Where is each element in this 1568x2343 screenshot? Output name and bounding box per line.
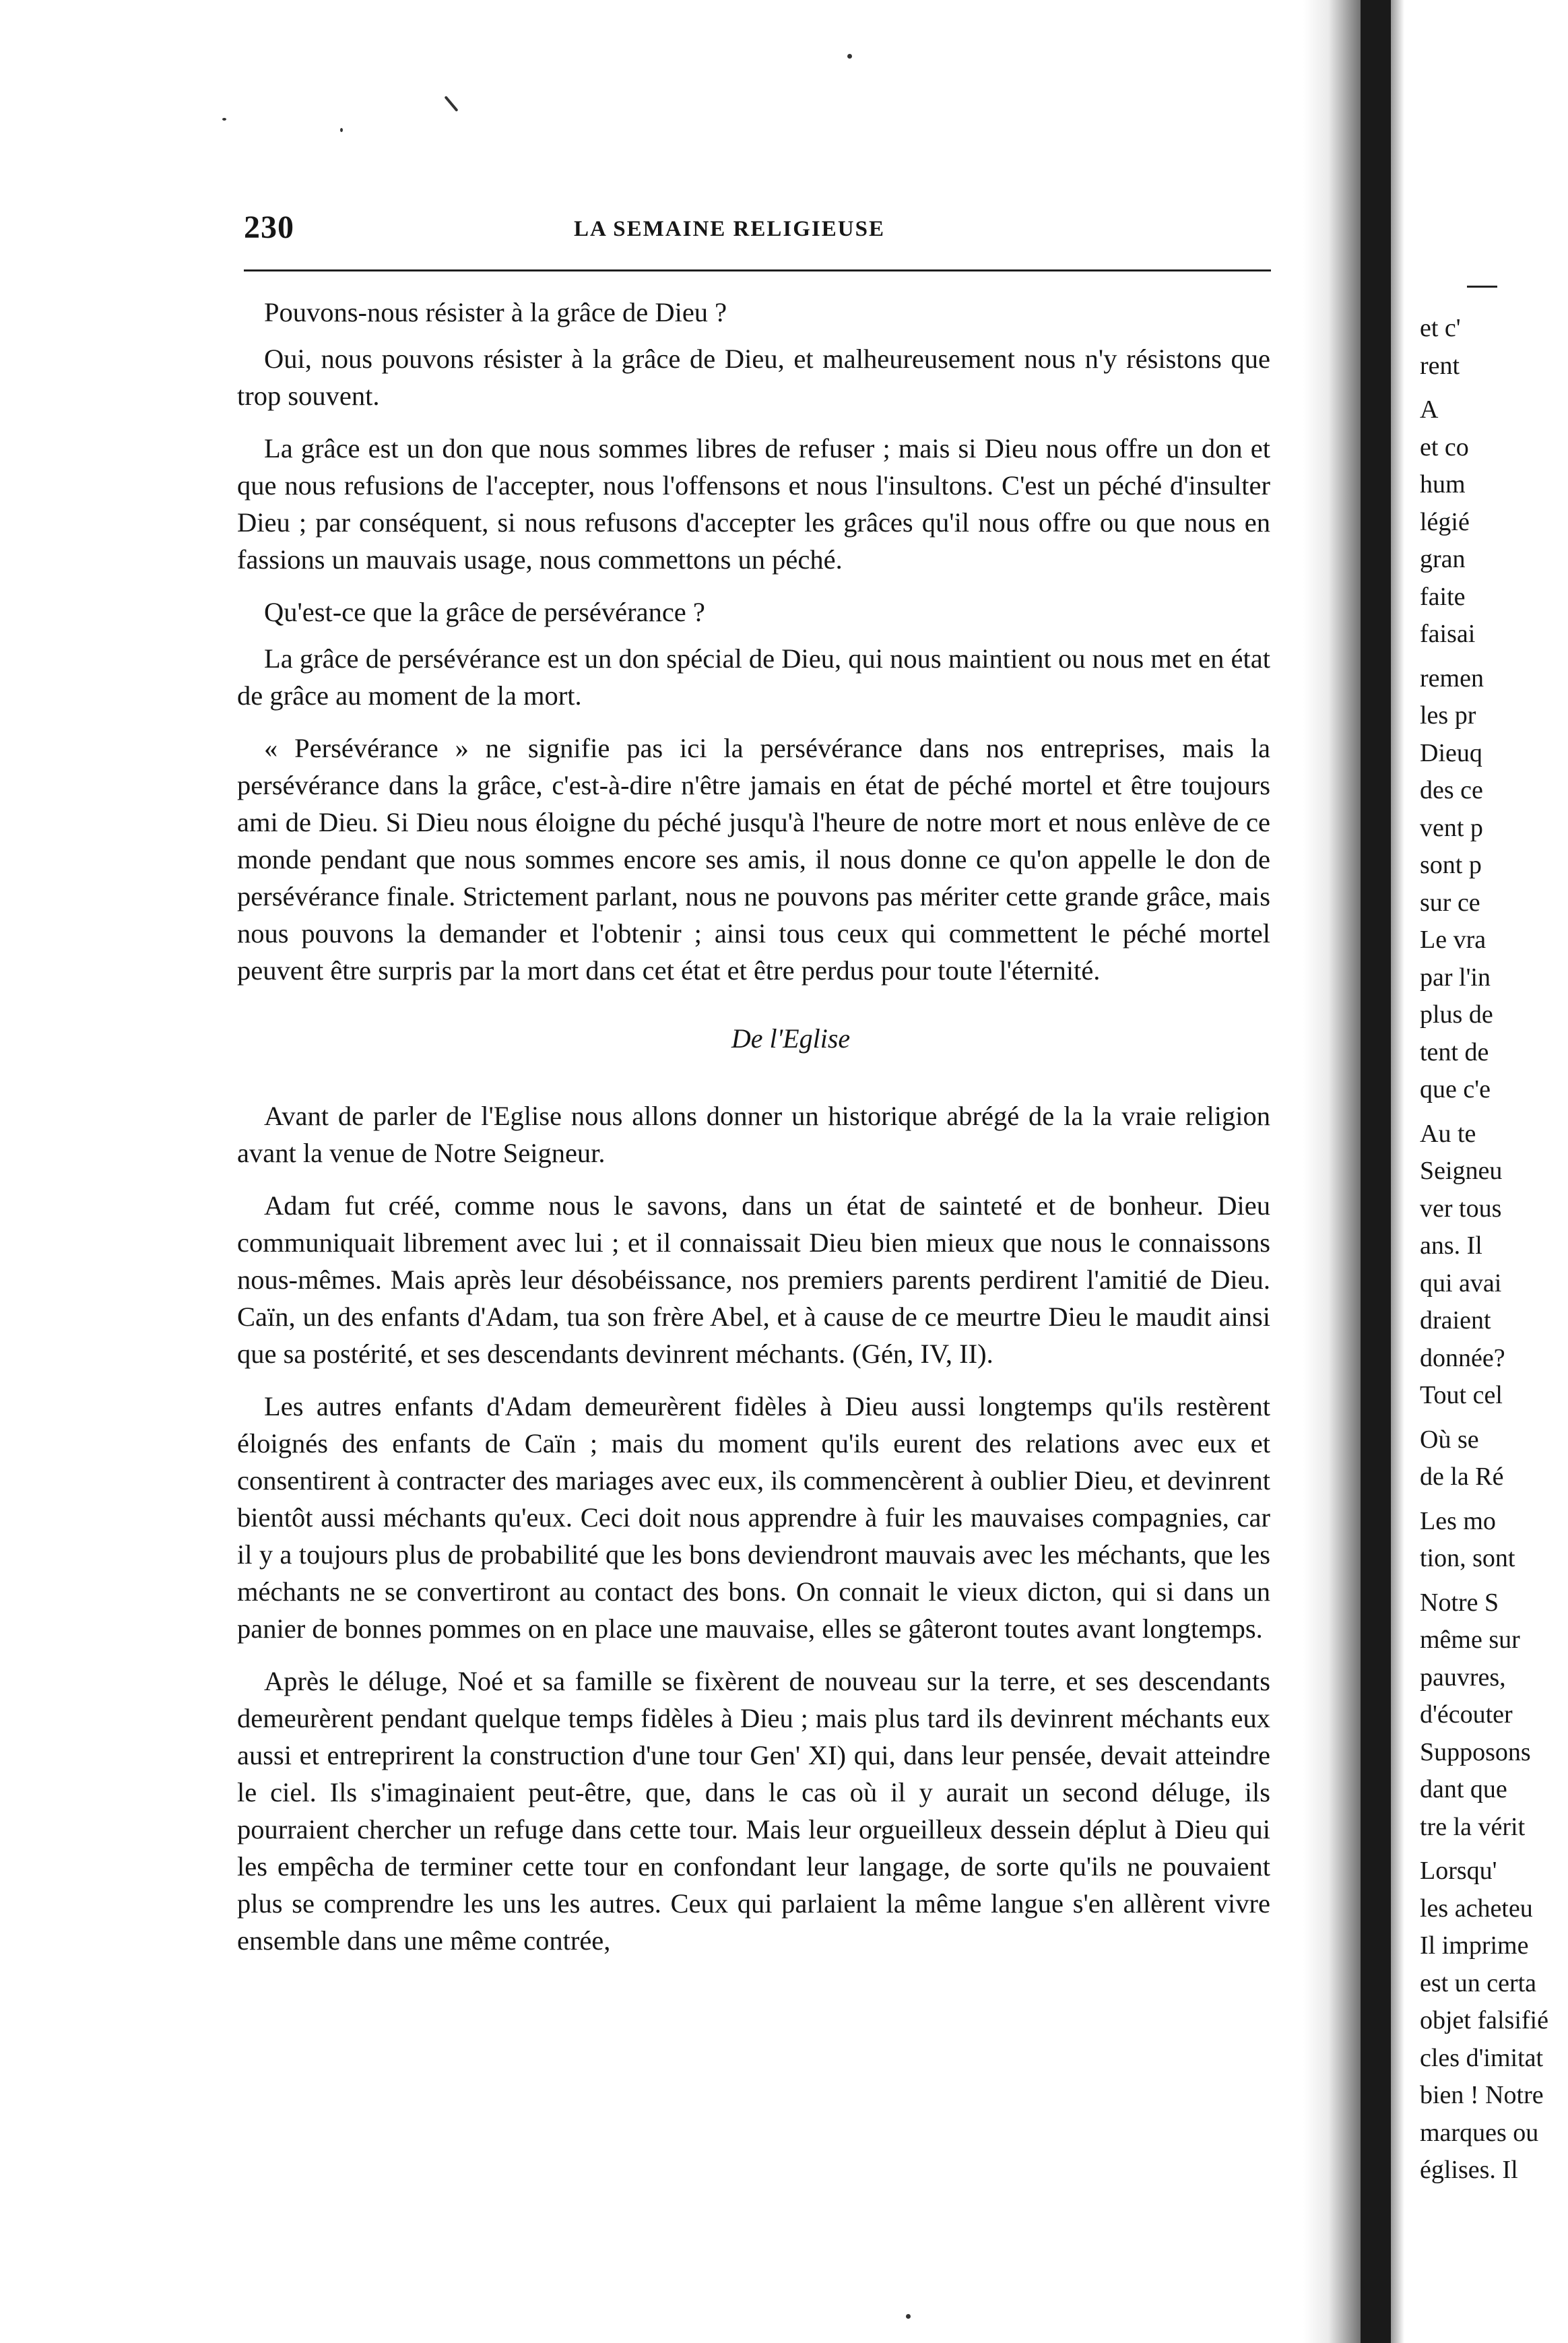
adjacent-page-line: sont p: [1420, 851, 1482, 879]
adjacent-page-line: dant que: [1420, 1775, 1507, 1803]
adjacent-page-line: faite: [1420, 582, 1466, 611]
adjacent-page-line: de la Ré: [1420, 1463, 1504, 1491]
adjacent-page-line: remen: [1420, 664, 1484, 693]
adjacent-page-rule: [1467, 286, 1497, 288]
adjacent-page-line: et co: [1420, 432, 1469, 461]
page-header: [244, 209, 1268, 249]
scan-speck: [222, 118, 226, 121]
scan-speck: [340, 128, 343, 132]
adjacent-page-line: tion, sont: [1420, 1544, 1515, 1572]
adjacent-page-line: Lorsqu': [1420, 1857, 1497, 1885]
adjacent-page-line: Supposons: [1420, 1737, 1531, 1766]
adjacent-page-line: ver tous: [1420, 1194, 1502, 1223]
paragraph: Oui, nous pouvons résister à la grâce de Dieu, et malheureusement nous n'y résistons que trop souvent.: [237, 344, 1270, 411]
adjacent-page-fragment: [1420, 269, 1568, 2184]
adjacent-page-line: vent p: [1420, 813, 1483, 842]
adjacent-page-line: légié: [1420, 507, 1470, 536]
adjacent-page-line: des ce: [1420, 776, 1483, 804]
paragraph: Les autres enfants d'Adam demeurèrent fidèles à Dieu aussi longtemps qu'ils restèrent éloignés des enfants de Caïn ; mais du moment qu'ils eurent des relations avec eux et consentirent à contracter des mariages avec eux, ils commencèrent à oublier Dieu, et devinrent bientôt aussi méchants qu'eux. Ceci doit nous apprendre à fuir les mauvaises compagnies, car il y a toujours plus de probabilité que les bons deviendront mauvais avec les méchants, que les méchants ne se convertiront au contact des bons. On connait le vieux dicton, qui si dans un panier de bonnes pommes on en place une mauvaise, elles se gâteront toutes avant longtemps.: [237, 1391, 1270, 1644]
scan-speck: [906, 2314, 911, 2319]
adjacent-page-line: Le vra: [1420, 926, 1487, 954]
adjacent-page-line: que c'e: [1420, 1075, 1491, 1103]
adjacent-page-line: tre la vérit: [1420, 1812, 1526, 1841]
adjacent-page-line: et c': [1420, 314, 1461, 342]
header-rule: [244, 269, 1271, 271]
adjacent-page-line: bien ! Notre: [1420, 2081, 1544, 2109]
scan-speck: [444, 96, 458, 112]
adjacent-page-lines: [1420, 310, 1548, 2189]
adjacent-page-line: d'écouter: [1420, 1700, 1513, 1729]
adjacent-page-line: ans. Il: [1420, 1231, 1482, 1260]
paragraph: Après le déluge, Noé et sa famille se fixèrent de nouveau sur la terre, et ses descendants demeurèrent pendant quelque temps fidèles à Dieu ; mais plus tard ils devinrent méchants eux aussi et entreprirent la construction d'une tour Gen' XI) qui, dans leur pensée, devait atteindre le ciel. Ils s'imaginaient peut-être, que, dans le cas où il y aurait un second déluge, ils pourraient chercher un refuge dans cette tour. Mais leur orgueilleux dessein déplut à Dieu qui les empêcha de terminer cette tour en confondant leur langage, de sorte qu'ils ne pouvaient plus se comprendre les uns les autres. Ceux qui parlaient la même langue s'en allèrent vivre ensemble dans une même contrée,: [237, 1666, 1270, 1956]
adjacent-page-line: Les mo: [1420, 1506, 1496, 1535]
adjacent-page-line: rent: [1420, 351, 1460, 380]
adjacent-page-line: donnée?: [1420, 1343, 1505, 1372]
running-title: LA SEMAINE RELIGIEUSE: [574, 217, 885, 241]
adjacent-page-line: sur ce: [1420, 888, 1480, 917]
adjacent-page-line: Il imprime: [1420, 1931, 1529, 1960]
paragraph: La grâce de persévérance est un don spécial de Dieu, qui nous maintient ou nous met en état de grâce au moment de la mort.: [237, 643, 1270, 711]
adjacent-page-gap: [1420, 1109, 1548, 1116]
adjacent-page-line: hum: [1420, 470, 1466, 499]
adjacent-page-line: Notre S: [1420, 1588, 1499, 1617]
adjacent-page-line: Seigneu: [1420, 1157, 1503, 1185]
paragraph: La grâce est un don que nous sommes libres de refuser ; mais si Dieu nous offre un don et que nous refusions de l'accepter, nous l'offensons et nous l'insultons. C'est un péché d'insulter Dieu ; par conséquent, si nous refusons d'accepter les grâces qu'il nous offre ou que nous en fassions un mauvais usage, nous commettons un péché.: [237, 433, 1270, 575]
adjacent-page-line: les acheteu: [1420, 1894, 1533, 1923]
adjacent-page-line: cles d'imitat: [1420, 2043, 1544, 2072]
paragraph: Qu'est-ce que la grâce de persévérance ?: [264, 597, 705, 627]
adjacent-page-line: marques ou: [1420, 2118, 1539, 2147]
adjacent-page-line: pauvres,: [1420, 1663, 1506, 1692]
adjacent-page-line: Tout cel: [1420, 1381, 1503, 1409]
adjacent-page-line: draient: [1420, 1306, 1491, 1335]
adjacent-page-line: objet falsifié: [1420, 2006, 1548, 2034]
adjacent-page-gap: [1420, 1578, 1548, 1584]
paragraph: « Persévérance » ne signifie pas ici la persévérance dans nos entreprises, mais la persévérance dans la grâce, c'est-à-dire n'être jamais en état de péché mortel et être toujours ami de Dieu. Si Dieu nous éloigne du péché jusqu'à l'heure de notre mort et nous enlève de ce monde pendant que nous sommes encore ses amis, il nous donne ce qu'on appelle le don de persévérance finale. Strictement parlant, nous ne pouvons pas mériter cette grande grâce, mais nous pouvons la demander et l'obtenir ; ainsi tous ceux qui commettent le péché mortel peuvent être surpris par la mort dans cet état et être perdus pour toute l'éternité.: [237, 733, 1270, 986]
adjacent-page-line: par l'in: [1420, 963, 1491, 992]
adjacent-page-line: les pr: [1420, 701, 1476, 730]
adjacent-page-line: Au te: [1420, 1119, 1476, 1148]
adjacent-page-gap: [1420, 1415, 1548, 1421]
adjacent-page-gap: [1420, 653, 1548, 660]
adjacent-page-line: est un certa: [1420, 1968, 1537, 1997]
adjacent-page-gap: [1420, 1496, 1548, 1503]
section-heading: De l'Eglise: [731, 1023, 851, 1054]
binding-gutter-dark-band: [1361, 0, 1391, 2343]
adjacent-page-line: A: [1420, 395, 1439, 424]
main-text-column: [237, 294, 1270, 1975]
paragraph: Adam fut créé, comme nous le savons, dans un état de sainteté et de bonheur. Dieu communiquait librement avec lui ; et il connaissait Dieu bien mieux que nous le connaissons nous-mêmes. Mais après leur désobéissance, nos premiers parents perdirent l'amitié de Dieu. Caïn, un des enfants d'Adam, tua son frère Abel, et à cause de ce meurtre Dieu le maudit ainsi que sa postérité, et ses descendants devinrent méchants. (Gén, IV, II).: [237, 1190, 1270, 1369]
adjacent-page-line: plus de: [1420, 1000, 1493, 1029]
page-number: 230: [244, 210, 294, 245]
adjacent-page-gap: [1420, 1846, 1548, 1853]
adjacent-page-gap: [1420, 385, 1548, 391]
adjacent-page-line: faisai: [1420, 620, 1476, 648]
adjacent-page-line: églises. Il: [1420, 2156, 1518, 2184]
adjacent-page-line: gran: [1420, 545, 1466, 573]
adjacent-page-line: même sur: [1420, 1626, 1520, 1654]
adjacent-page-line: qui avai: [1420, 1269, 1502, 1297]
paragraph: Avant de parler de l'Eglise nous allons donner un historique abrégé de la la vraie religion avant la venue de Notre Seigneur.: [237, 1101, 1270, 1168]
scan-speck: [847, 54, 852, 59]
paragraph: Pouvons-nous résister à la grâce de Dieu ?: [264, 297, 727, 327]
adjacent-page-line: tent de: [1420, 1037, 1489, 1066]
adjacent-page-line: Où se: [1420, 1425, 1479, 1454]
adjacent-page-line: Dieuq: [1420, 738, 1482, 767]
